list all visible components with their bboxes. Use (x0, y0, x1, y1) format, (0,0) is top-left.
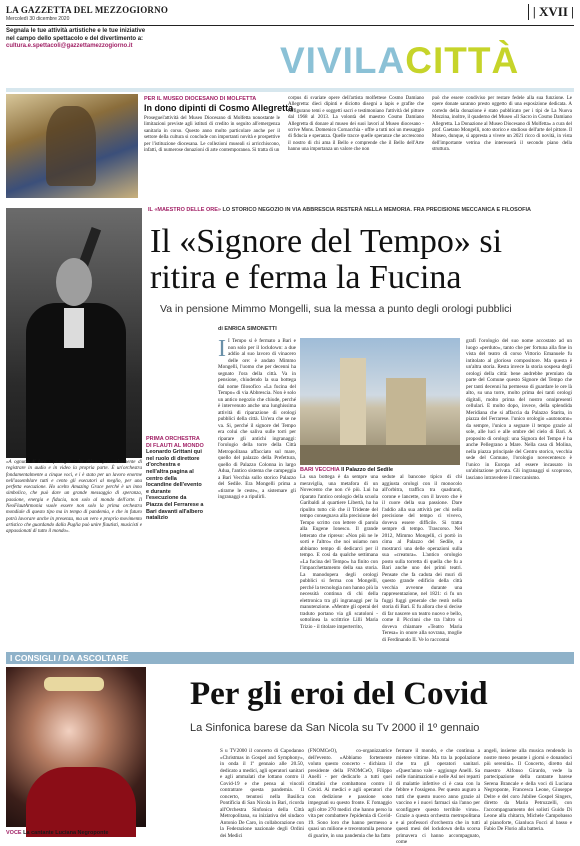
article2-headline: Per gli eroi del Covid (190, 676, 488, 712)
notice-email[interactable]: cultura.e.spettacoli@gazzettamezzogiorno.it (6, 43, 133, 49)
singer-headpiece (44, 677, 104, 691)
orchestra-quote: «A ognuno di loro - prosegue - ho chiesto preventivamente di registrare in audio e in video la propria parte. È un'orchestra fondamentalmente a cinque voci, e i è stato per un lavoro enorme nell'assemblare tutti e cento gli esecutori al meglio, per una perfetta esecuzione. Ho scelto Amazing Grace perché è un inno simbolico, che può dare un grande messaggio di speranza, passione, energia e fiducia, non solo al mondo dell'arte. Il NeoFlautArmonia vuole essere non solo la prima orchestra mondiale di questo tipo ma in tempo di pandemia, e che in futuro potrà lavorare anche in presenza, ma un vero e proprio movimento artistico che guardando dalla Puglia può unire flautisti, musicisti e appassionati di tutto il mondo». (6, 460, 142, 535)
section-title-part2: CITTÀ (405, 40, 520, 81)
section-title-part1: VIVILA (280, 40, 406, 81)
newspaper-name: LA GAZZETTA DEL MEZZOGIORNO (6, 5, 169, 15)
article2-column-3: fermare il mondo, e che continua a mietere vittime. Ma tra la popolazione che tra gli operatori sanitari. «Quest'anno vale - aggiunge Anelli. Sa nelle rianimazioni e nelle Asl nei reparti di malattie infettive ci è casa con la febbre e l'ossigeno. Per questo auguro a tutti che questo nuovo anno grazie al vaccino e i nuovi farmaci sia l'anno per sconfiggere questo terribile virus». Grazie a questa orchestra metropolitana e ai professori d'orchestra che in tutti questi mesi del lockdown della scorsa primavera ci hanno accompagnato, come (396, 748, 480, 845)
tower-shape (340, 358, 366, 458)
kicker-rest: LO STORICO NEGOZIO IN VIA ABBRESCIA RESTERÀ NELLA MEMORIA. FRA PRECISIONE MECCANICA E FILOSOFIA (222, 207, 531, 213)
article2-column-1: S u TV2000 il concerto di Capodanno «Christmas in Gospel and Symphony», in onda il 1º gennaio alle 20.50, dedicato a medici, agli operatori sanitari e agli ammalati che lottano contro il Covid-19 e che pensa ai vincoli contratrare questa pandemia. Il concerto, tenutosi nella Basilica Pontificia di San Nicola in Bari, ricorda all'Orchestra Sinfonica della Città Metropolitana, su iniziativa del sindaco Antonio De Caro, in collaborazione con la Federazione nazionale degli Ordini dei Medici (220, 748, 304, 839)
palazzo-caption-text: Il Palazzo del Sedile (341, 467, 394, 473)
box-column-3: può che essere condiviso per restare fedele alla sua funzione. Le opere donate saranno presto oggetto di una esposizione dedicata. A corredo della donazione è stato pubblicato per i tipi de La Nuova Mezzina, inoltre, il quaderno del Museo «Il Sacro in Cosmo Damiano Allegretta. La Donazione al Museo Diocesano di Molfetta» a cura del prof. Gaetano Mongelli, noto storico e studioso dell'arte del pittore. Il Museo, dunque, si appresta a vivere un 2021 ricco di novità, in vista dell'importante vetrina che interesserà il secondo piano della struttura. (432, 96, 572, 153)
article1-column-2: La sua bottega è da sempre una meraviglia, una metafora di un Novecento che non c'è più. Lui ha riparato l'antico orologio della scuola Garibaldi al quartiere Libertà, ha ha ripulito tutto ciò che il Tridente del tempo consegnava alla precisione del Tempo scritto con lettere di parola alla Eugene Ionesco. Il grande letterato che ripreso: «Non più ne le sorti e l'altro» che noi usiamo non abbiamo tempo di dedicarci per il tempo. E così da qualche settimana «La fucina del Tempo» ha finito con l'impacchettamento della sua storia. La manodopera degli orologi pubblici si ferma con Mongelli, perché la tecnologia non hanno più la necessità continua di chi della elettronica tra gli ingranaggi per la manutenzione. «Mentre gli operai del traduto portano via gli scatoloni - sottolinea la scrittrice Lilli Maria Trizio - il titolare imperterrito, (300, 474, 378, 630)
page-number: | XVII | (528, 4, 574, 20)
notice-line-1: Segnala le tue attività artistiche e le tue iniziative (6, 28, 146, 34)
article2-column-4: angeli, insieme alla musica rendendo in nostre meno pesante i giorni e donandoci più serenità». Il Concerto, diretto dal maestro Alfonso Girardo, vede la partecipazione della cantante barese Serena Brancale e della voci di Luciana Negroponte, Francesca Leone, Giuseppe Delre e del coro Jubilee Gospel Singers, diretto da Maria Petruzzelli, con l'accompagnamento dei solisti Guido Di Leone alla chitarra, Michele Campobasso al pianoforte, Gianluca Fucci al basso e Fabio De Florio alla batteria. (484, 748, 572, 832)
submission-notice (6, 28, 218, 74)
article1-column-3: sedute al banconе tipico di chi aggiusta orologi con il monocolo all'orbitra, trafficа tra quadranti, corone e lancette, con il lavoro che è il cuore della sua passione. Dare l'addio alla sua attività per chi nella precisione del tempo ci vivevo, doveva essere difficile. Si tratta sempre di tempo. Trascorso. Nel 2012, Mimmo Mongelli, ci portò in cima al Palazzo del Sedile, a mostrarci una delle operazioni sulla sua «creatura». L'antico orologio posto sulla torretta di quella che fu a Bari anche uno dei primi teatri. Pensate che fa caduta dei muri di questo grande edificio della città vecchia avvenne durante una rappresentazione, nel 1821: ci fu un fuggi fuggi generale che restò nella storia di Bari. E fu allora che si decise di far nascere un teatro nuovo e bello, come il Piccinni che tra l'altro si doveva chiamare «Teatro Maria Teresa» in onore alla sovrana, moglie di Ferdinando II. Ve lo raccontai (382, 474, 462, 643)
conductor-head (56, 258, 92, 306)
painting-image (6, 94, 138, 198)
street-shape (300, 445, 460, 465)
article1-byline: di ENRICA SIMONETTI (218, 326, 277, 332)
article1-headline: Il «Signore del Tempo» si ritira e ferma la Fucina (150, 223, 503, 296)
article2-subhead: La Sinfonica barese da San Nicola su Tv 2000 il 1º gennaio (190, 722, 480, 734)
section-band (6, 652, 574, 664)
drop-cap: I (218, 336, 226, 362)
box-kicker: PER IL MUSEO DIOCESANO DI MOLFETTA (144, 96, 257, 102)
box-title: In dono dipinti di Cosmo Allegretta (144, 103, 294, 113)
conductor-shirt (64, 308, 84, 348)
painting-figure (46, 106, 96, 186)
article1-subhead: Va in pensione Mimmo Mongelli, sua la messa a punto degli orologi pubblici (160, 303, 512, 315)
article1-column-4: grafi l'orologio del suo nome accostato ad un luogo «perduto», tanto che per fortuna alla fine in vista del teatro di corso Vittorio Emanuele fu intitolato al glorioso compositore. Ma questa è un'altra storia. Resta invece la storia sospesa degli orologi della città: bene andrebbe premiato da parte del Comune questo Signore del Tempo che per tanti decenni ha permesso di guardare le ore là alto, su una torre, molto prima dei tanti orologi digitali, molto prima del nostro onnipresenti cellulari. E molto dopo, invece, della splendida Meridiana che si affaccia da Palazzo Starita, in piazza del Ferrarese. l'unico orologio «autonomo» da sempre, l'unico a segnare il tempo grazie al sole, alle luci e alle ombre del cielo di Bari. A proposito di orologi: una Signora del Tempo è ha anche Pellegrano a Mare. Nella casa di Molina, nella piazza principale del Centro storico, vecchia sede del Comune, l'orologio novecentesco è l'unico in Europa ad essere incassato in un'abitazione privata. Gli ingranaggi si scoprono, lasciano intravedere il meccanismo. (466, 338, 572, 481)
issue-date: Mercoledì 30 dicembre 2020 (6, 16, 70, 22)
palazzo-caption (300, 467, 393, 473)
orchestra-caption-text: Leonardo Grittani qui nel ruolo di direttore d'orchestra e nell'altra pagina al centro della locandine dell'evento e durante l'esecuzione da Piazza del Ferrarese a Bari davanti all'albero natalizio (146, 449, 204, 522)
palazzo-caption-key: BARI VECCHIA (300, 467, 340, 473)
singer-caption-key: VOCE (6, 830, 22, 836)
masthead (6, 4, 574, 26)
notice-line-2: nel campo dello spettacolo e del divertimento a: (6, 35, 144, 42)
section-band-label: I CONSIGLI / DA ASCOLTARE (10, 653, 129, 663)
top-divider (6, 88, 574, 92)
orchestra-caption-title: PRIMA ORCHESTRA DI FLAUTI AL MONDO (146, 436, 204, 449)
box-column-1: Proseguel'attività del Museo Diocesano di Molfetta nonostante le limitazioni previste agli istituti di credito in seguito all'emergenza sanitaria in corso. Questo anno molto particolare anche per il settore della cultura si conclude con importanti novità e prospettive per l'istituzione diocesana. Le collezioni museali si arricchiscono, infatti, di numerose donazioni di arte contemporanea. Si tratta di un (144, 116, 280, 154)
singer-caption (6, 830, 108, 836)
kicker-lead: IL «MAESTRO DELLE ORE» (148, 207, 221, 213)
article-kicker (148, 207, 531, 213)
section-title (280, 40, 519, 82)
conductor-photo (6, 208, 142, 458)
singer-dress (26, 767, 136, 837)
article2-column-2: (FNOMCeO), co-organizzatrice dell'evento. «Abbiamo fortemente voluto questo concerto - dichiara il presidente della FNOMCeO, Filippo Anelli - per dedicarlo a tutti quei cittadini che combattono contro il Covid. Ai medici e agli operatori che con dedizione e passione sono impegnati su questo fronte. E l'omaggio agli oltre 270 medici che hanno perso la vita per combattere l'epidemia di Covid-19. Sono loro che hanno permesso a quasi un milione e trecentomila persone di guarire, in una pandemia che ha fatto (308, 748, 392, 839)
singer-caption-text: La cantante Luciana Negroponte (23, 830, 109, 836)
museum-donation-box (6, 94, 574, 198)
box-column-2: corpus di svariate opere dell'artista molfettese Cosmo Damiano Allegretta: dieci dipinti e diciotto disegni a lapis e grafite che raffigurano temi e soggetti sacri e testimoniano l'attività del pittore dal 1968 al 2013. La volontà del maestro Cosmo Damiano Allegretta di donare al museo dei suoi lavori al Museo diocesano - scrive Mons. Domenico Cornacchia - offre a tutti noi un messaggio di fiducia e speranza. Quelle tracce quelle speranze che accrescono il nostro di chi ama il Bello e comprende che il Bello dell'Arte hanno una importanza un valore che non (288, 96, 424, 153)
singer-photo (6, 667, 146, 827)
orchestra-caption (146, 436, 204, 522)
palazzo-sedile-photo (300, 338, 460, 465)
article1-column-1: I I Tempo si è fermato a Bari e non solo per il lockdown: a due addio al suo lavoro di vinacero delle ore: è andato Mimmo Mongelli, l'uomo che per decenni ha segnato l'ora della città. Va in pensione, chiudendo la sua bottega dal nome filosofico «La fucina del Tempo» di via Abbrescia. Non è solo un antico negozio che chiude, perché è intervenuto anche una lunghissima attività di riparazione di orologi pubblici della città. Un'era che se ne va. Si, perché il signore del Tempo era colui che saliva sulle torri per riparare gli antichi ingranaggi: l'orologio della torre della Città Metropolitana affacciato sul mare, quello del palazzo della Prefettura, quello di Palazzo Colonna in largo Adua, l'antico sistema che campeggia a Bari Vecchia sullo storico Palazzo del Sedile. Era Mongelli prima a «tirarne le ceste», a sistemare gli ingranaggi e a ripulirli. (218, 336, 296, 500)
